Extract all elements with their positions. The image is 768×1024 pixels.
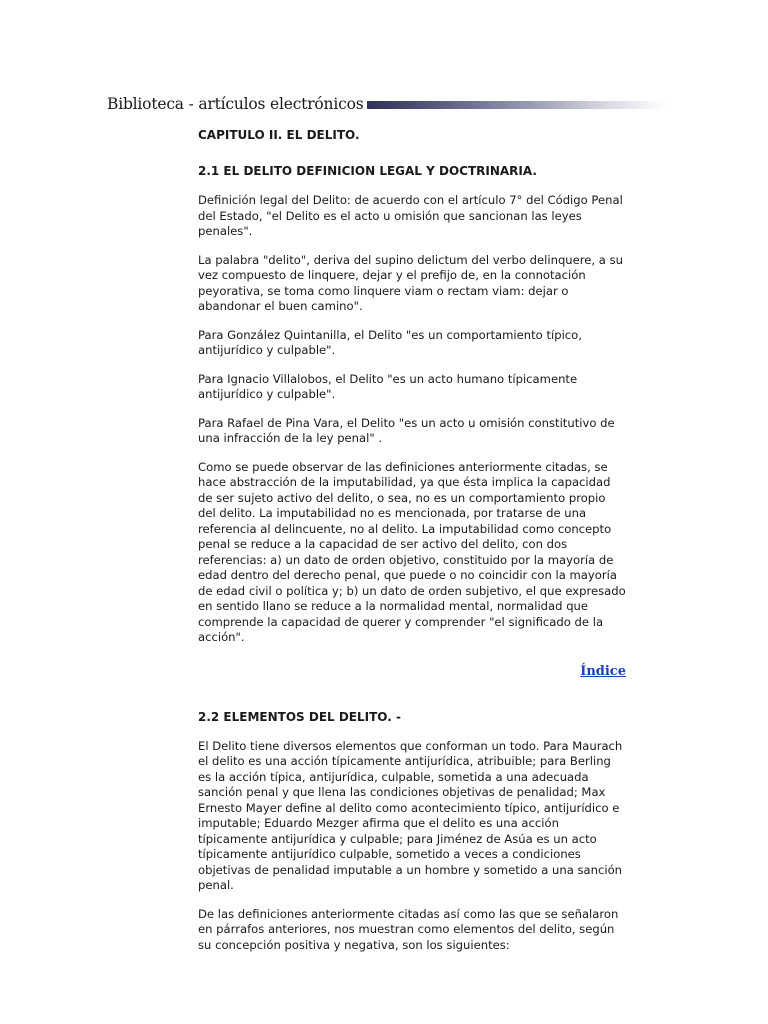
section-1-title: 2.1 EL DELITO DEFINICION LEGAL Y DOCTRINARIA. bbox=[198, 164, 537, 178]
paragraph: El Delito tiene diversos elementos que conforman un todo. Para Maurach el delito es una acción típicamente antijurídica, atribuible; para Berling es la acción típica, antijurídica, culpable, sometida a una adecuada sanción penal y que llena las condiciones objetivas de penalidad; Max Ernesto Mayer define al delito como acontecimiento típico, antijurídico e imputable; Eduardo Mezger afirma que el delito es una acción típicamente antijurídica y culpable; para Jiménez de Asúa es un acto típicamente antijurídico culpable, sometido a veces a condiciones objetivas de penalidad imputable a un hombre y sometido a una sanción penal. bbox=[198, 738, 623, 892]
chapter-title: CAPITULO II. EL DELITO. bbox=[198, 128, 360, 142]
paragraph: De las definiciones anteriormente citadas así como las que se señalaron en párrafos anteriores, nos muestran como elementos del delito, según su concepción positiva y negativa, son los siguientes: bbox=[198, 906, 619, 952]
index-link[interactable]: Índice bbox=[580, 663, 626, 679]
section-2-title: 2.2 ELEMENTOS DEL DELITO. - bbox=[198, 709, 401, 724]
paragraph: Para Rafael de Pina Vara, el Delito "es un acto u omisión constitutivo de una infracción de la ley penal" . bbox=[198, 415, 615, 445]
paragraph: Para González Quintanilla, el Delito "es un comportamiento típico, antijurídico y culpable". bbox=[198, 327, 582, 357]
header-gradient-bar bbox=[367, 101, 667, 109]
article-content bbox=[198, 126, 626, 953]
page-header bbox=[107, 92, 667, 116]
paragraph: Como se puede observar de las definiciones anteriormente citadas, se hace abstracción de la imputabilidad, ya que ésta implica la capacidad de ser sujeto activo del delito, o sea, no es un comportamiento propio del delito. La imputabilidad no es mencionada, por tratarse de una referencia al delincuente, no al delito. La imputabilidad como concepto penal se reduce a la capacidad de ser activo del delito, con dos referencias: a) un dato de orden objetivo, constituido por la mayoría de edad dentro del derecho penal, que puede o no coincidir con la mayoría de edad civil o política y; b) un dato de orden subjetivo, el que expresado en sentido llano se reduce a la normalidad mental, normalidad que comprende la capacidad de querer y comprender "el significado de la acción". bbox=[198, 459, 626, 644]
header-title: Biblioteca - artículos electrónicos bbox=[107, 95, 364, 113]
paragraph: Definición legal del Delito: de acuerdo con el artículo 7° del Código Penal del Estado, "el Delito es el acto u omisión que sancionan las leyes penales". bbox=[198, 193, 623, 238]
index-link-row bbox=[198, 660, 626, 678]
paragraph: La palabra "delito", deriva del supino delictum del verbo delinquere, a su vez compuesto de linquere, dejar y el prefijo de, en la connotación peyorativa, se toma como linquere viam o rectam viam: dejar o abandonar el buen camino". bbox=[198, 252, 623, 313]
paragraph: Para Ignacio Villalobos, el Delito "es un acto humano típicamente antijurídico y culpable". bbox=[198, 371, 578, 401]
